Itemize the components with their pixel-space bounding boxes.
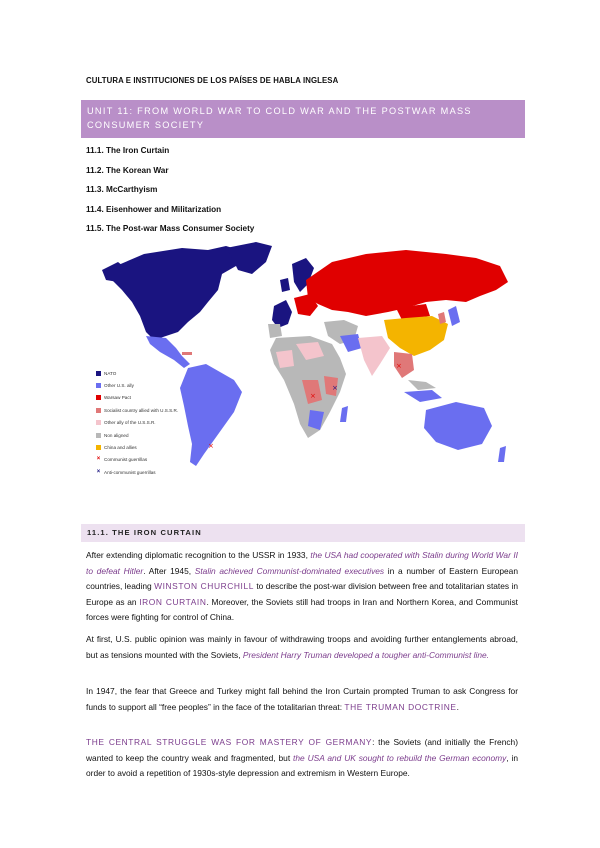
cross-icon: ×: [96, 468, 101, 475]
legend-item: China and allies: [96, 441, 216, 453]
map-australia: [424, 402, 492, 450]
legend-item: Socialist country allied with U.S.S.R.: [96, 404, 216, 416]
legend-swatch: [96, 445, 101, 450]
paragraph-3: In 1947, the fear that Greece and Turkey might fall behind the Iron Curtain prompted Truman to ask Congress for funds to support all “free peoples” in the face of the totalitarian threat: THE TRUMAN DOCTRINE.: [86, 686, 518, 712]
legend-swatch: [96, 408, 101, 413]
map-western-europe: [272, 300, 292, 328]
legend-swatch: [96, 383, 101, 388]
cross-icon: ×: [96, 456, 101, 463]
paragraph-2: At first, U.S. public opinion was mainly in favour of withdrawing troops and avoiding further entanglements abroad, but as tensions mounted with the Soviets, President Harry Truman developed a tougher anti-Communist line.: [86, 634, 518, 660]
paragraph-1: After extending diplomatic recognition to the USSR in 1933, the USA had cooperated with Stalin during World War II to defeat Hitler. After 1945, Stalin achieved Communist-dominated executives in a number of Eastern European countries, leading WINSTON CHURCHILL to describe the post-war division between free and totalitarian states in Europe as an IRON CURTAIN. Moreover, the Soviets still had troops in Iran and Northern Korea, and Communist forces were fighting for control of China.: [86, 550, 518, 622]
map-north-america: [112, 246, 246, 340]
toc-item: 11.4. Eisenhower and Militarization: [86, 204, 222, 214]
legend-item: Non aligned: [96, 429, 216, 441]
legend-item: Other U.S. ally: [96, 379, 216, 391]
legend-item: NATO: [96, 367, 216, 379]
legend-item: Warsaw Pact: [96, 392, 216, 404]
toc-item: 11.5. The Post-war Mass Consumer Society: [86, 224, 255, 233]
toc-item: 11.3. McCarthyism: [86, 185, 158, 194]
legend-item: × Anti-communist guerrillas: [96, 468, 156, 475]
map-greenland: [226, 242, 272, 274]
map-india: [358, 336, 390, 376]
course-title: CULTURA E INSTITUCIONES DE LOS PAÍSES DE HABLA INGLESA: [86, 76, 339, 85]
legend-swatch: [96, 433, 101, 438]
legend-swatch: [96, 420, 101, 425]
paragraph-4: THE CENTRAL STRUGGLE WAS FOR MASTERY OF GERMANY: the Soviets (and initially the French) wanted to keep the country weak and fragmented, but the USA and UK sought to rebuild the German economy, in order to avoid a repetition of 1930s-style depression and extremism in Western Europe.: [86, 737, 519, 778]
svg-text:×: ×: [332, 384, 338, 392]
legend-swatch: [96, 395, 101, 400]
legend-item: Other ally of the U.S.S.R.: [96, 417, 216, 429]
svg-text:×: ×: [310, 392, 316, 400]
map-ussr: [306, 250, 508, 316]
map-china: [384, 316, 448, 356]
toc-item: 11.2. The Korean War: [86, 165, 169, 175]
legend-item: × Communist guerrillas: [96, 456, 148, 463]
table-of-contents: [86, 146, 526, 244]
map-legend: [96, 367, 216, 479]
section-heading: 11.1. THE IRON CURTAIN: [81, 524, 525, 542]
svg-text:×: ×: [396, 362, 402, 370]
svg-text:×: ×: [208, 442, 214, 450]
toc-item: 11.1. The Iron Curtain: [86, 146, 170, 155]
legend-swatch: [96, 371, 101, 376]
unit-title-banner: UNIT 11: FROM WORLD WAR TO COLD WAR AND THE POSTWAR MASS CONSUMER SOCIETY: [81, 100, 525, 138]
